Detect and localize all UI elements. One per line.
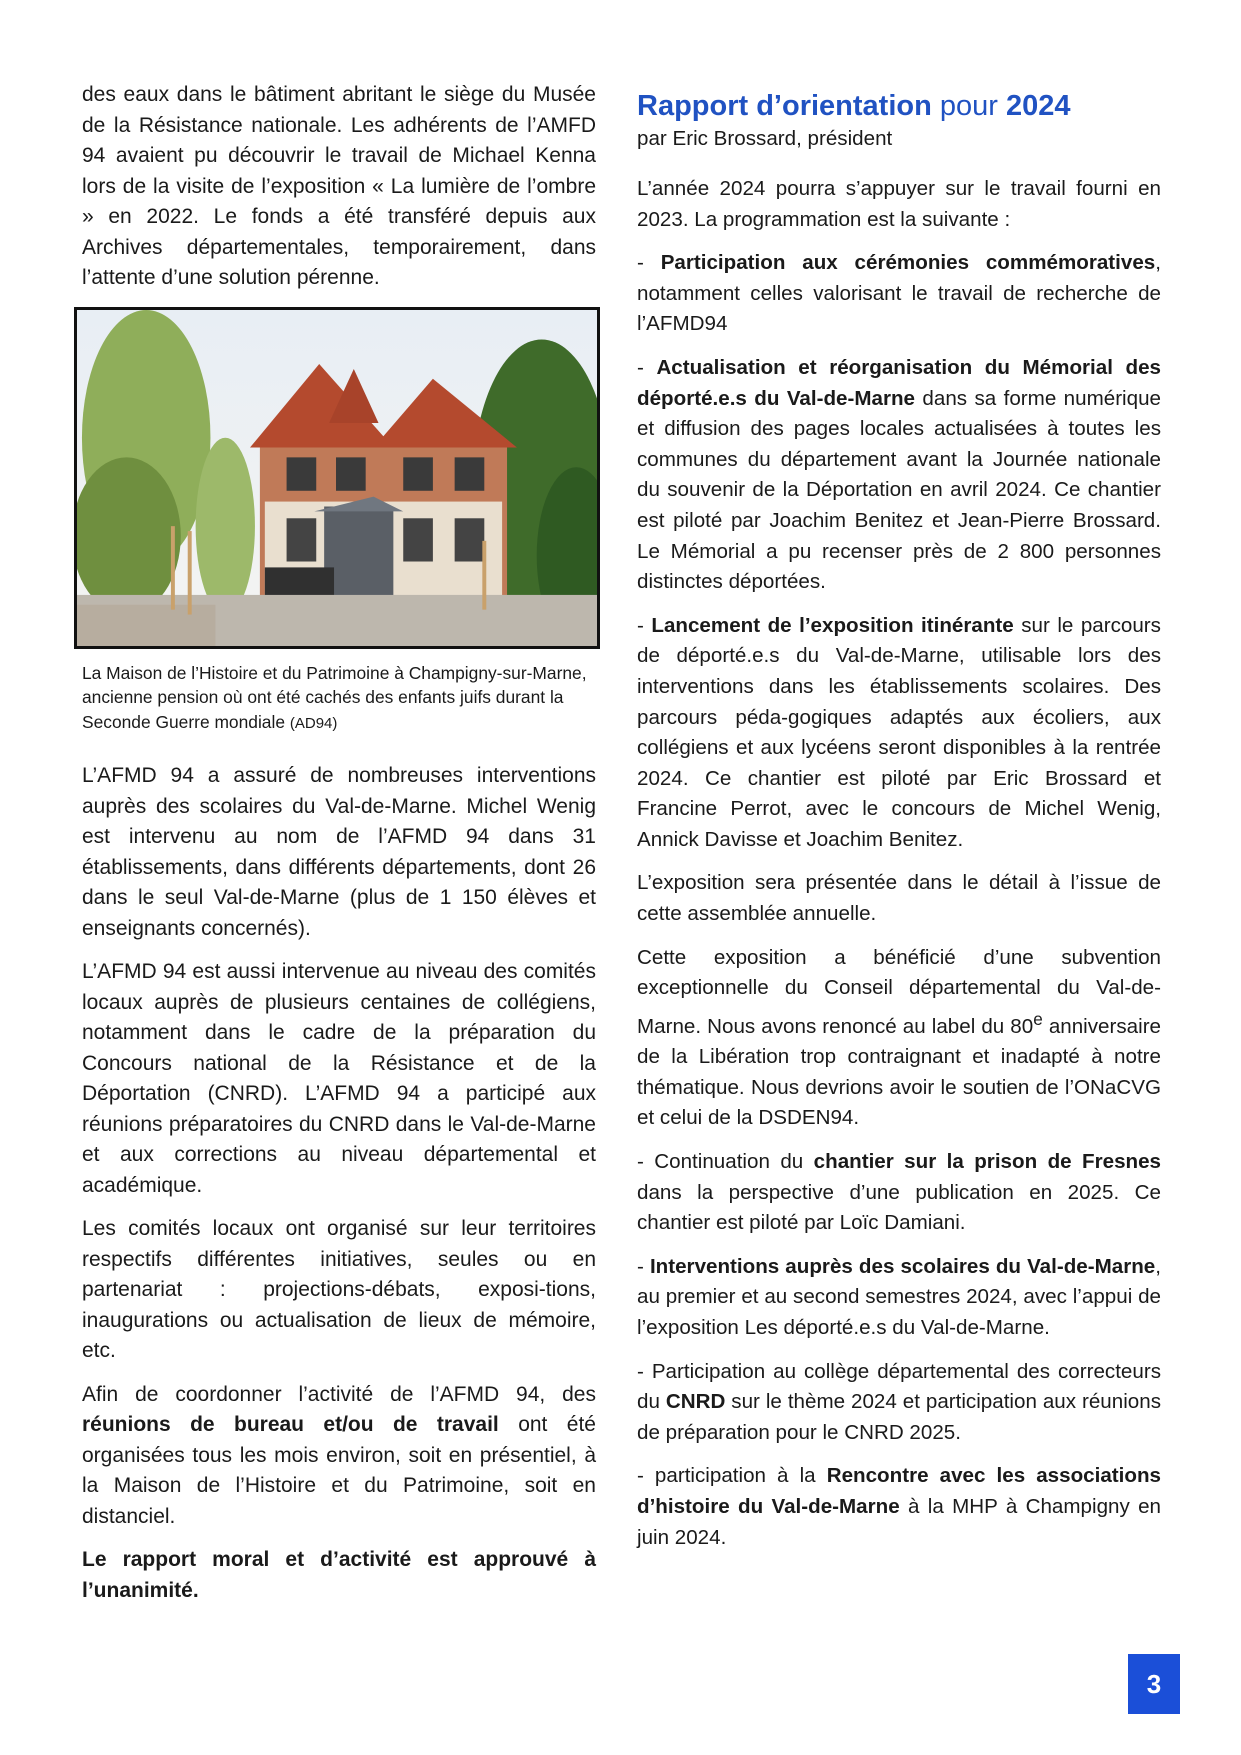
title-part-b: pour	[939, 90, 998, 122]
reunions-bold: réunions de bureau et/ou de travail	[82, 1413, 499, 1437]
item-cnrd: - Participation au collège départemental des correcteurs du CNRD sur le thème 2024 et participation aux réunions de préparation pour le CNRD 2025.	[637, 1359, 1161, 1444]
item-fresnes: - Continuation du chantier sur la prison de Fresnes dans la perspective d’une publication en 2025. Ce chantier est piloté par Loïc Damiani.	[637, 1150, 1162, 1235]
item-rencontre: - participation à la Rencontre avec les associations d’histoire du Val-de-Marne à la MHP à Champigny en juin 2024.	[637, 1464, 1161, 1549]
left-column	[82, 80, 596, 1619]
paragraph-comites-locaux: Les comités locaux ont organisé sur leur territoires respectifs différentes initiatives, seules ou en partenariat : projections-débats, exposi-tions, inaugurations ou actualisation de lieux de mémoire, etc.	[82, 1217, 596, 1363]
item-scolaires-bold: Interventions auprès des scolaires du Val-de-Marne	[649, 1254, 1156, 1278]
section-title	[637, 88, 1161, 124]
item-ceremonies: - Participation aux cérémonies commémoratives, notamment celles valorisant le travail de recherche de l’AFMD94	[637, 251, 1161, 336]
item-rencontre-bold: Rencontre avec les associations d’histoire du Val-de-Marne	[637, 1464, 1161, 1519]
item-cnrd-bold: CNRD	[665, 1390, 726, 1414]
superscript-e: e	[1033, 1008, 1043, 1029]
caption-text: La Maison de l’Histoire et du Patrimoine à Champigny-sur-Marne, ancienne pension où ont été cachés des enfants juifs durant la Seconde Guerre mondiale	[82, 662, 587, 732]
conclusion-text: Le rapport moral et d’activité est approuvé à l’unanimité.	[82, 1548, 596, 1602]
paragraph-expo-presentation: L’exposition sera présentée dans le détail à l’issue de cette assemblée annuelle.	[637, 871, 1161, 926]
caption-source: (AD94)	[289, 714, 338, 732]
conclusion	[82, 1545, 596, 1606]
byline: par Eric Brossard, président	[637, 127, 893, 150]
paragraph-interventions: L’AFMD 94 a assuré de nombreuses interventions auprès des scolaires du Val-de-Marne. Michel Wenig est intervenu au nom de l’AFMD 94 dans 31 établissements, dans différents départements, dont 26 dans le seul Val-de-Marne (plus de 1 150 élèves et enseignants concernés).	[82, 764, 596, 940]
item-exposition: - Lancement de l’exposition itinérante sur le parcours de déporté.e.s du Val-de-Marne, utilisable lors des interventions dans les établissements scolaires. Des parcours péda-gogiques adaptés aux écoliers, aux collégiens et aux lycéens seront disponibles à la rentrée 2024. Ce chantier est piloté par Eric Brossard et Francine Perrot, avec le concours de Michel Wenig, Annick Davisse et Joachim Benitez.	[637, 613, 1161, 851]
reunions-text-c: ont été organisées tous les mois environ, soit en présentiel, à la Maison de l’Histoire et du Patrimoine, soit en distanciel.	[82, 1413, 596, 1528]
paragraph-comites-cnrd: L’AFMD 94 est aussi intervenue au niveau des comités locaux auprès de plusieurs centaines de collégiens, notamment dans le cadre de la préparation du Concours national de la Résistance et de la Déportation (CNRD). L’AFMD 94 a participé aux réunions préparatoires du CNRD dans le Val-de-Marne et aux corrections au niveau départemental et académique.	[82, 960, 596, 1197]
paragraph-reunions	[82, 1380, 596, 1533]
intro-paragraph: L’année 2024 pourra s’appuyer sur le travail fourni en 2023. La programmation est la suivante :	[637, 177, 1161, 231]
item-memorial-bold: Actualisation et réorganisation du Mémorial des déporté.e.s du Val-de-Marne	[637, 355, 1161, 410]
title-part-c: 2024	[1006, 90, 1071, 122]
right-column	[637, 80, 1161, 1566]
paragraph-archives: des eaux dans le bâtiment abritant le siège du Musée de la Résistance nationale. Les adhérents de l’AMFD 94 avaient pu découvrir le travail de Michael Kenna lors de la visite de l’exposition « La lumière de l’ombre » en 2022. Le fonds a été transféré depuis aux Archives départementales, temporairement, dans l’attente d’une solution pérenne.	[82, 83, 596, 289]
item-ceremonies-bold: Participation aux cérémonies commémoratives	[660, 251, 1156, 275]
item-exposition-bold: Lancement de l’exposition itinérante	[651, 613, 1014, 637]
item-scolaires: - Interventions auprès des scolaires du Val-de-Marne, au premier et au second semestres 2024, avec l’appui de l’exposition Les déporté.e.s du Val-de-Marne.	[637, 1254, 1161, 1340]
title-part-a: Rapport d’orientation	[637, 90, 932, 122]
photo-caption	[82, 661, 596, 737]
house-photo	[74, 307, 600, 649]
item-memorial: - Actualisation et réorganisation du Mémorial des déporté.e.s du Val-de-Marne dans sa forme numérique et diffusion des pages locales actualisées à toutes les communes du département avant la Journée nationale du souvenir de la Déportation en avril 2024. Ce chantier est piloté par Joachim Benitez et Jean-Pierre Brossard. Le Mémorial a pu recenser près de 2 800 personnes distinctes déportées.	[637, 355, 1161, 594]
item-fresnes-bold: chantier sur la prison de Fresnes	[813, 1150, 1162, 1174]
reunions-text-a: Afin de coordonner l’activité de l’AFMD 94, des	[82, 1382, 596, 1406]
paragraph-subvention: Cette exposition a bénéficié d’une subvention exceptionnelle du Conseil départemental du Val-de-Marne. Nous avons renoncé au label du 80e anniversaire de la Libération trop contraignant et inadapté à notre thématique. Nous devrions avoir le soutien de l’ONaCVG et celui de la DSDEN94.	[637, 945, 1162, 1130]
page-number-badge: 3	[1128, 1654, 1180, 1714]
